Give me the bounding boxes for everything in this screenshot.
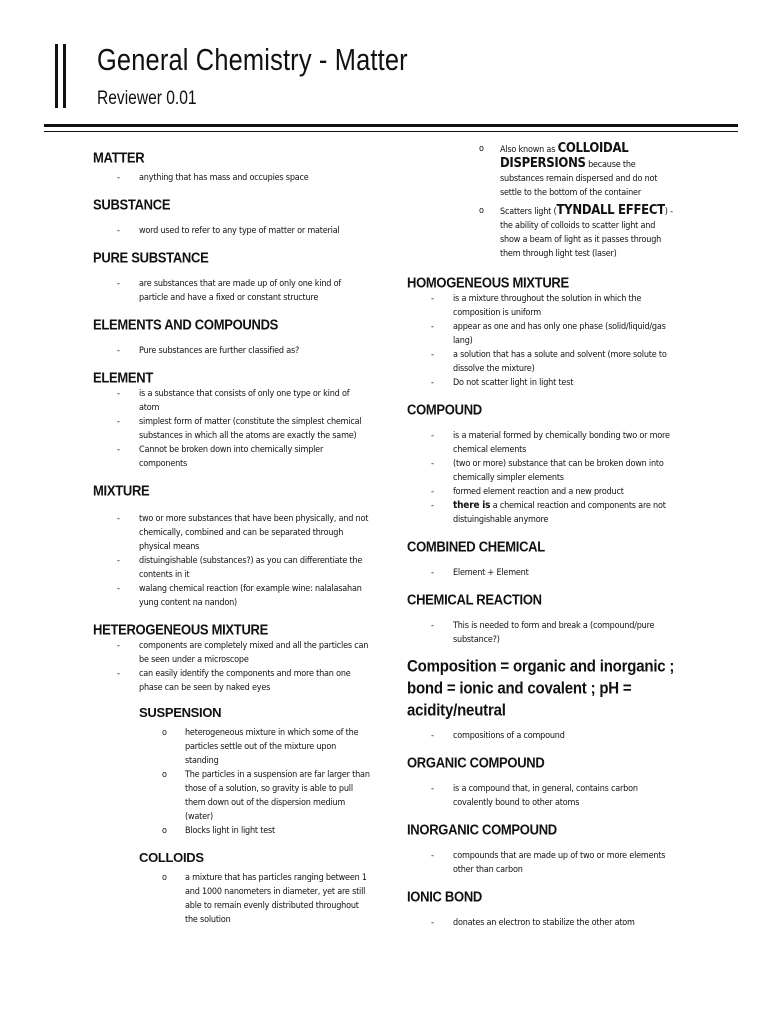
document-subtitle: Reviewer 0.01 [97, 88, 197, 109]
bullet-list [93, 512, 371, 610]
bullet-list [93, 344, 371, 358]
item-text: Also known as [500, 145, 556, 155]
list-item: - is a material formed by chemically bonding two or more chemical elements [407, 429, 675, 457]
section-heading: SUBSTANCE [93, 196, 171, 213]
list-item: o The particles in a suspension are far larger than those of a solution, so gravity is able to pull them down out of the dispersion medium (water) [93, 768, 371, 824]
bullet-list [407, 729, 675, 743]
bullet-list [93, 277, 371, 305]
subsection-heading-colloids: COLLOIDS [139, 850, 204, 865]
bullet-list [407, 849, 675, 877]
list-item: - simplest form of matter (constitute the simplest chemical substances in which all the atoms are exactly the same) [93, 415, 371, 443]
list-item: - Element + Element [407, 566, 675, 580]
section-matter [93, 150, 371, 185]
list-item: - can easily identify the components and more than one phase can be seen by naked eyes [93, 667, 371, 695]
section-heading: ELEMENTS AND COMPOUNDS [93, 316, 279, 333]
section-heterogeneous-mixture [93, 622, 371, 927]
bullet-list [407, 429, 675, 527]
list-item: - compounds that are made up of two or more elements other than carbon [407, 849, 675, 877]
header-rule-thin [44, 131, 738, 132]
section-element [93, 370, 371, 471]
section-ionic-bond [407, 889, 675, 930]
item-text: Scatters light ( [500, 207, 557, 217]
list-item: - compositions of a compound [407, 729, 675, 743]
title-decoration-bar-inner [63, 44, 66, 108]
section-heading: PURE SUBSTANCE [93, 249, 209, 266]
section-heading: COMPOUND [407, 401, 482, 418]
item-text: because the substances remain dispersed and do not settle to the bottom of the container [500, 160, 658, 198]
highlight-term: TYNDALL EFFECT [556, 203, 665, 218]
list-item: o heterogeneous mixture in which some of the particles settle out of the mixture upon standing [93, 726, 371, 768]
list-item: - components are completely mixed and all the particles can be seen under a microscope [93, 639, 371, 667]
section-heading: HETEROGENEOUS MIXTURE [93, 621, 268, 638]
list-item: - walang chemical reaction (for example wine: nalalasahan yung content na nandon) [93, 582, 371, 610]
list-item: - Pure substances are further classified as? [93, 344, 371, 358]
list-item: - two or more substances that have been physically, and not chemically, combined and can be separated through physical means [93, 512, 371, 554]
list-item: - a solution that has a solute and solvent (more solute to dissolve the mixture) [407, 348, 675, 376]
subsection-heading-suspension: SUSPENSION [139, 705, 222, 720]
bold-text: there is [453, 500, 491, 511]
list-item [407, 142, 675, 200]
list-item: - word used to refer to any type of matter or material [93, 224, 371, 238]
bullet-list [407, 619, 675, 647]
bullet-list [93, 224, 371, 238]
section-homogeneous-mixture [407, 275, 675, 390]
section-composition [407, 659, 675, 743]
list-item: - Do not scatter light in light test [407, 376, 675, 390]
sub-bullet-list [93, 726, 371, 838]
list-item: - donates an electron to stabilize the other atom [407, 916, 675, 930]
list-item: o a mixture that has particles ranging between 1 and 1000 nanometers in diameter, yet are still able to remain evenly distributed throughout the solution [93, 871, 371, 927]
list-item: - are substances that are made up of only one kind of particle and have a fixed or constant structure [93, 277, 371, 305]
list-item: - is a substance that consists of only one type or kind of atom [93, 387, 371, 415]
header-rule-thick [44, 124, 738, 127]
right-column [407, 142, 675, 942]
section-elements-compounds [93, 317, 371, 358]
section-heading: CHEMICAL REACTION [407, 591, 542, 608]
section-heading: ELEMENT [93, 369, 154, 386]
item-text: a chemical reaction and components are not distuingishable anymore [453, 501, 666, 525]
section-heading: Composition = organic and inorganic ; bond = ionic and covalent ; pH = acidity/neutral [407, 657, 675, 720]
section-compound [407, 402, 675, 527]
section-substance [93, 197, 371, 238]
section-heading: INORGANIC COMPOUND [407, 821, 557, 838]
section-heading: MIXTURE [93, 482, 150, 499]
list-item: o Blocks light in light test [93, 824, 371, 838]
list-item: - distuingishable (substances?) as you can differentiate the contents in it [93, 554, 371, 582]
list-item: - (two or more) substance that can be broken down into chemically simpler elements [407, 457, 675, 485]
highlight-term: COLLOIDAL DISPERSIONS [500, 141, 629, 171]
title-decoration-bar-outer [55, 44, 58, 108]
list-item: - Cannot be broken down into chemically simpler components [93, 443, 371, 471]
section-combined-chemical [407, 539, 675, 580]
section-heading: ORGANIC COMPOUND [407, 754, 545, 771]
section-heading: COMBINED CHEMICAL [407, 538, 545, 555]
section-mixture [93, 483, 371, 610]
section-inorganic-compound [407, 822, 675, 877]
list-item: - This is needed to form and break a (compound/pure substance?) [407, 619, 675, 647]
list-item: - is a mixture throughout the solution in which the composition is uniform [407, 292, 675, 320]
document-title: General Chemistry - Matter [97, 42, 408, 77]
bullet-list [93, 639, 371, 695]
list-item [407, 204, 675, 261]
sub-bullet-list [93, 871, 371, 927]
section-organic-compound [407, 755, 675, 810]
colloid-continued-list [407, 142, 675, 261]
bullet-list [407, 782, 675, 810]
section-heading: HOMOGENEOUS MIXTURE [407, 274, 569, 291]
item-text: ) - the ability of colloids to scatter light and show a beam of light as it passes through them through light test (laser) [500, 207, 673, 259]
bullet-list [93, 387, 371, 471]
section-heading: IONIC BOND [407, 888, 483, 905]
left-column [93, 150, 371, 939]
bullet-list [93, 171, 371, 185]
section-chemical-reaction [407, 592, 675, 647]
bullet-list [407, 566, 675, 580]
list-item: - is a compound that, in general, contains carbon covalently bound to other atoms [407, 782, 675, 810]
bullet-list [407, 292, 675, 390]
list-item: - appear as one and has only one phase (solid/liquid/gas lang) [407, 320, 675, 348]
list-item [407, 499, 675, 527]
bullet-list [407, 916, 675, 930]
list-item: - anything that has mass and occupies space [93, 171, 371, 185]
section-pure-substance [93, 250, 371, 305]
section-heading: MATTER [93, 149, 145, 166]
list-item: - formed element reaction and a new product [407, 485, 675, 499]
